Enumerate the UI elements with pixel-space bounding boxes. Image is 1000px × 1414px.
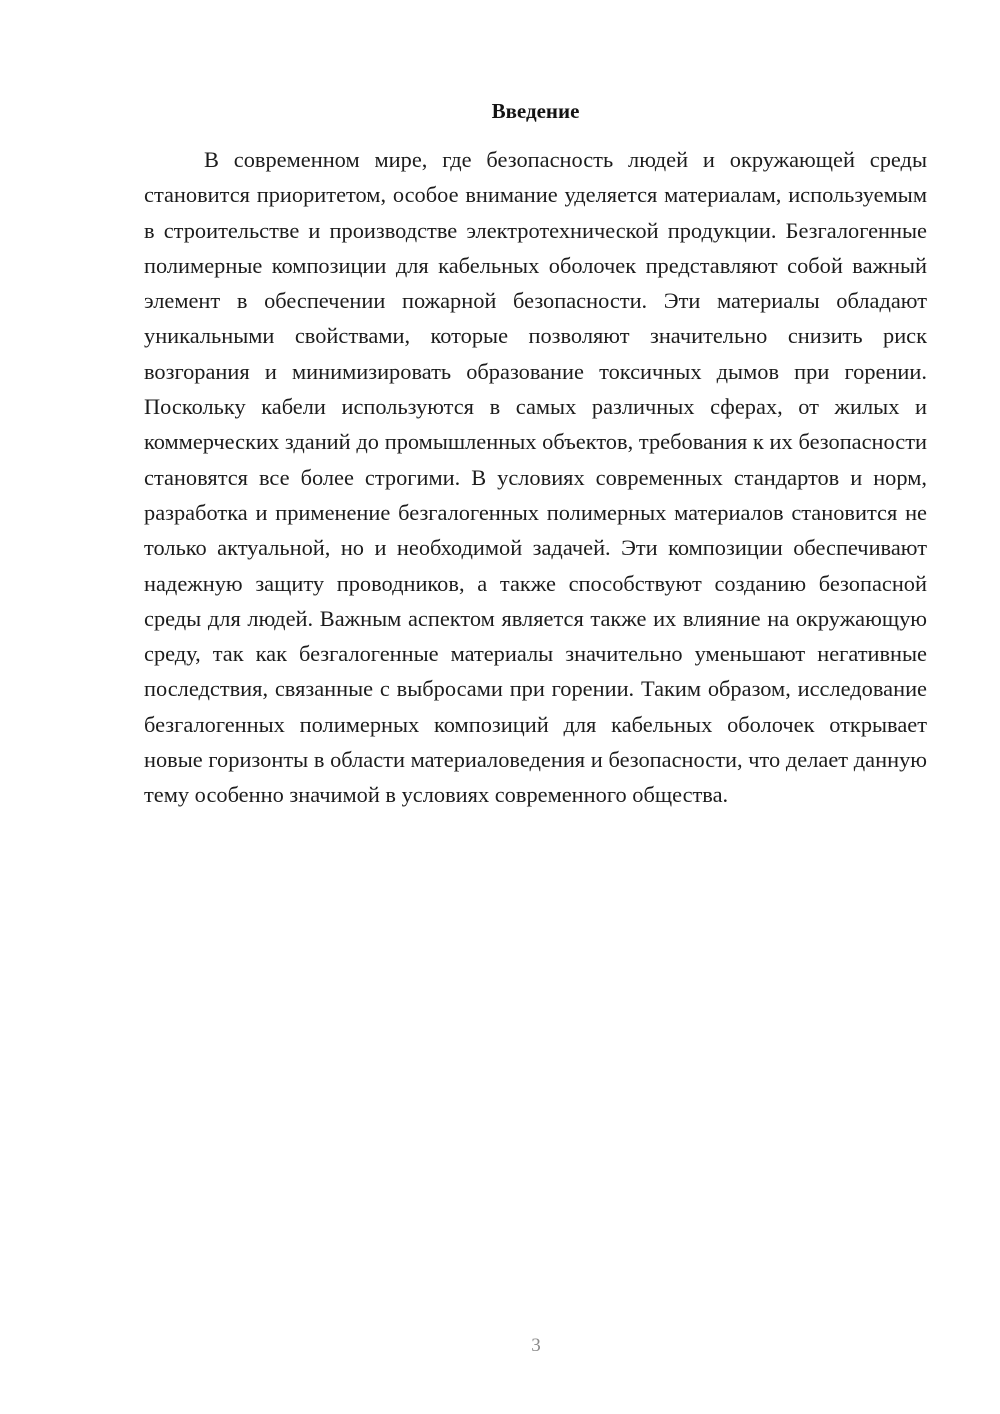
introduction-paragraph: В современном мире, где безопасность людей и окружающей среды становится приоритетом, особое внимание уделяется материалам, используемым в строительстве и производстве электротехнической продукции. Безгалогенные полимерные композиции для кабельных оболочек представляют собой важный элемент в обеспечении пожарной безопасности. Эти материалы обладают уникальными свойствами, которые позволяют значительно снизить риск возгорания и минимизировать образование токсичных дымов при горении. Поскольку кабели используются в самых различных сферах, от жилых и коммерческих зданий до промышленных объектов, требования к их безопасности становятся все более строгими. В условиях современных стандартов и норм, разработка и применение безгалогенных полимерных материалов становится не только актуальной, но и необходимой задачей. Эти композиции обеспечивают надежную защиту проводников, а также способствуют созданию безопасной среды для людей. Важным аспектом является также их влияние на окружающую среду, так как безгалогенные материалы значительно уменьшают негативные последствия, связанные с выбросами при горении. Таким образом, исследование безгалогенных полимерных композиций для кабельных оболочек открывает новые горизонты в области материаловедения и безопасности, что делает данную тему особенно значимой в условиях современного общества. bbox=[144, 147, 927, 808]
page-number: 3 bbox=[531, 1335, 541, 1356]
section-heading: Введение bbox=[491, 99, 580, 123]
